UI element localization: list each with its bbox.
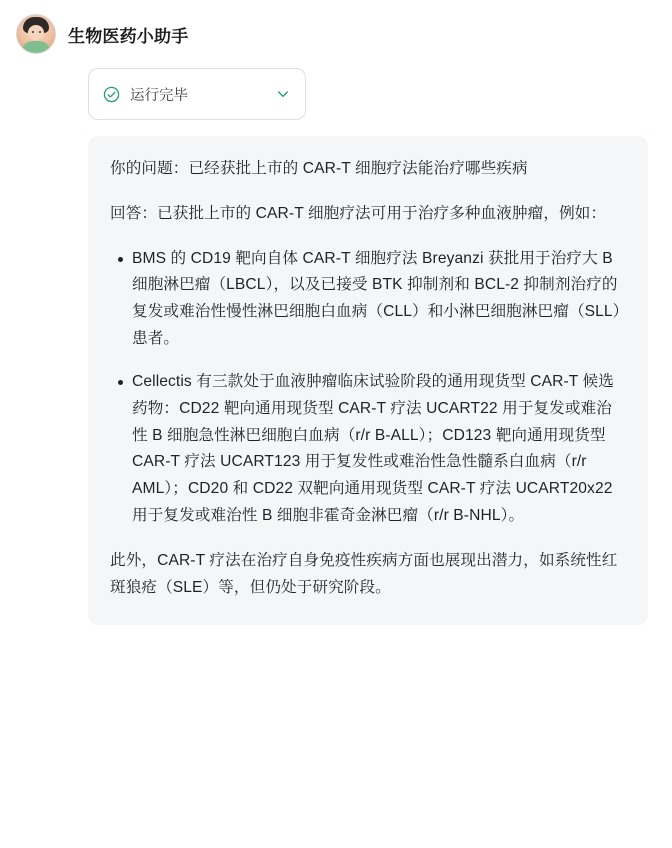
chevron-down-icon[interactable] — [275, 86, 291, 102]
list-item: Cellectis 有三款处于血液肿瘤临床试验阶段的通用现货型 CAR-T 候选药物：CD22 靶向通用现货型 CAR-T 疗法 UCART22 用于复发或难治性 B 细胞急性淋巴细胞白血病（r/r B-ALL）；CD123 靶向通用现货型 CAR-T 疗法 UCART123 用于复发性或难治性急性髓系白血病（r/r AML）；CD20 和 CD22 双靶向通用现货型 CAR-T 疗法 UCART20x22 用于复发或难治性 B 细胞非霍奇金淋巴瘤（r/r B-NHL）。 — [132, 369, 626, 530]
assistant-header — [16, 12, 656, 56]
list-item: BMS 的 CD19 靶向自体 CAR-T 细胞疗法 Breyanzi 获批用于治疗大 B 细胞淋巴瘤（LBCL），以及已接受 BTK 抑制剂和 BCL-2 抑制剂治疗的复发或难治性慢性淋巴细胞白血病（CLL）和小淋巴细胞淋巴瘤（SLL）患者。 — [132, 246, 626, 353]
run-status-label: 运行完毕 — [130, 87, 188, 104]
answer-intro-text: 回答：已获批上市的 CAR-T 细胞疗法可用于治疗多种血液肿瘤，例如： — [110, 204, 607, 222]
answer-bullet-list — [110, 246, 626, 530]
avatar-face — [28, 25, 44, 40]
avatar — [16, 14, 56, 54]
question-text: 你的问题：已经获批上市的 CAR-T 细胞疗法能治疗哪些疾病 — [110, 160, 528, 177]
check-circle-icon — [103, 86, 120, 103]
answer-closing-text: 此外，CAR-T 疗法在治疗自身免疫性疾病方面也展现出潜力，如系统性红斑狼疮（SLE）等，但仍处于研究阶段。 — [110, 551, 618, 596]
avatar-eye-right — [39, 31, 41, 33]
status-row — [16, 68, 656, 120]
answer-card — [88, 136, 648, 625]
assistant-name: 生物医药小助手 — [68, 26, 189, 46]
avatar-eye-left — [32, 31, 34, 33]
avatar-body — [21, 41, 51, 54]
run-status-panel[interactable] — [88, 68, 306, 120]
